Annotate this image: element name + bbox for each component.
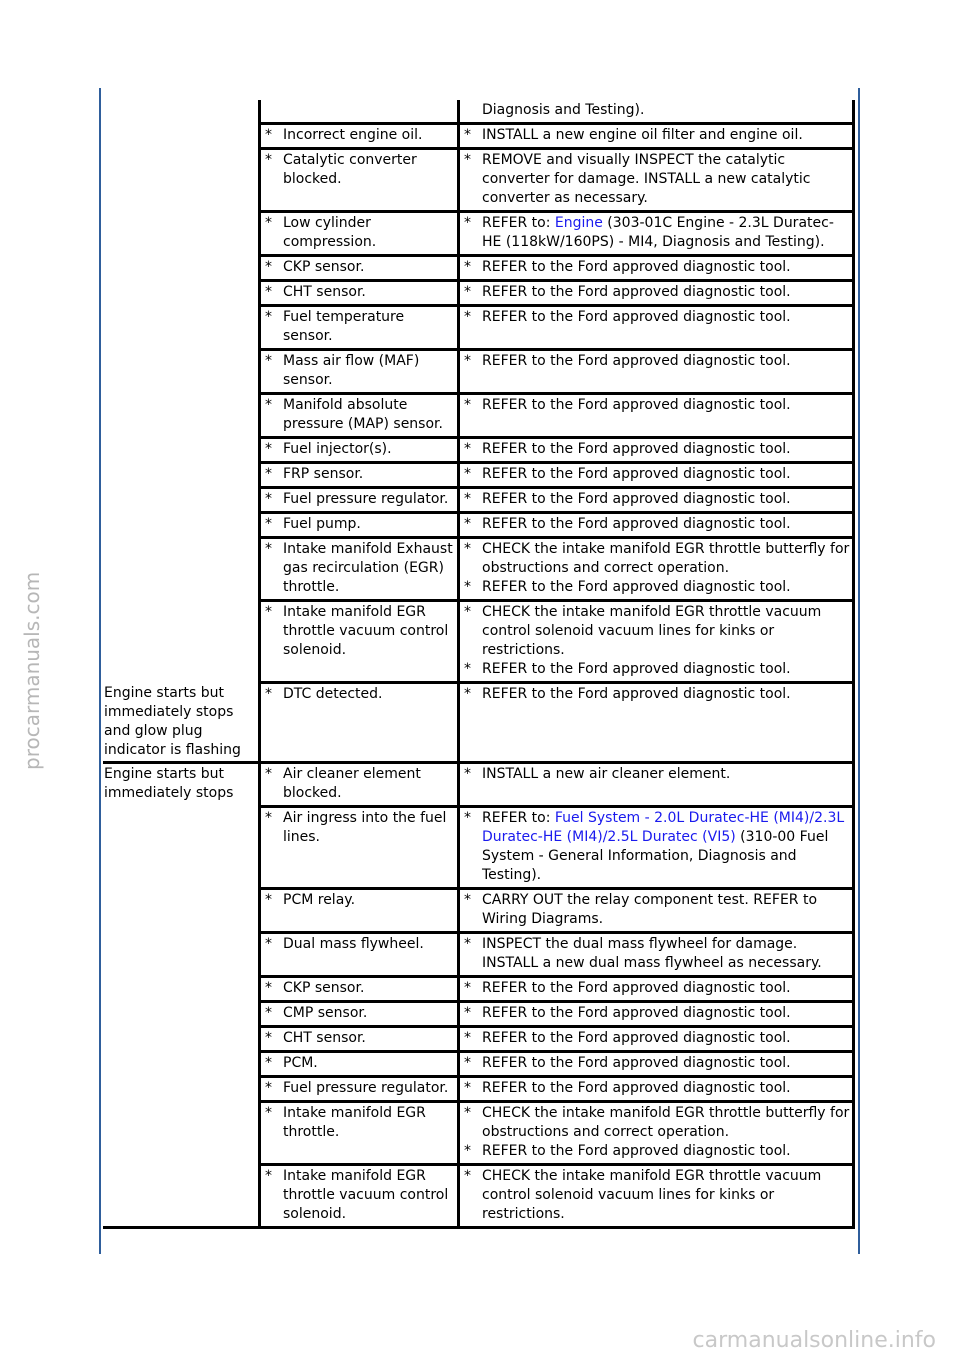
cause-item (265, 1054, 455, 1073)
bullet-star: * (464, 397, 471, 413)
cause-item (265, 258, 455, 277)
bullet-star: * (265, 935, 272, 952)
cause-item (265, 685, 455, 704)
cause-cell (260, 281, 459, 306)
action-item (464, 1079, 852, 1098)
bullet-star: * (265, 397, 272, 413)
action-text: REFER to the Ford approved diagnostic tool. (482, 1079, 791, 1096)
cause-text: CHT sensor. (283, 284, 366, 300)
action-cell (459, 762, 854, 806)
cause-item (265, 308, 455, 346)
action-text: REFER to the Ford approved diagnostic tool. (482, 1142, 791, 1159)
action-item (464, 126, 852, 145)
action-cell (459, 149, 854, 212)
action-item (464, 258, 852, 277)
cause-item (265, 540, 455, 597)
action-text: REFER to the Ford approved diagnostic tool. (482, 516, 791, 532)
cause-cell (260, 806, 459, 888)
cause-item (265, 214, 455, 252)
action-item (464, 396, 852, 415)
action-item (464, 1142, 852, 1161)
action-item (464, 283, 852, 302)
action-cell (459, 1051, 854, 1076)
action-item (464, 352, 852, 371)
reference-link[interactable]: Engine (554, 215, 603, 231)
cause-cell (260, 1164, 459, 1227)
cause-item (265, 1004, 455, 1023)
action-item (464, 685, 852, 704)
bullet-star: * (464, 604, 471, 620)
cause-item (265, 765, 455, 803)
action-cell (459, 1026, 854, 1051)
bullet-star: * (464, 765, 471, 782)
action-cell (459, 394, 854, 438)
action-text: REFER to the Ford approved diagnostic tool. (482, 1054, 791, 1071)
action-text: REFER to the Ford approved diagnostic tool. (482, 309, 791, 325)
bullet-star: * (265, 1029, 272, 1046)
reference-link[interactable]: Fuel System - 2.0L Duratec-HE (MI4)/2.3L Duratec-HE (MI4)/2.5L Duratec (VI5) (482, 809, 845, 845)
action-text: REFER to the Ford approved diagnostic tool. (482, 397, 791, 413)
action-cell (459, 932, 854, 976)
action-text: INSPECT the dual mass flywheel for damage. INSTALL a new dual mass flywheel as necessary. (482, 935, 822, 971)
bullet-star: * (464, 491, 471, 507)
cause-text: Intake manifold EGR throttle vacuum control solenoid. (283, 1167, 449, 1222)
bullet-star: * (464, 516, 471, 532)
cause-item (265, 126, 455, 145)
action-item (464, 891, 852, 929)
bullet-star: * (265, 1054, 272, 1071)
bullet-star: * (265, 891, 272, 908)
cause-text: CKP sensor. (283, 979, 365, 996)
action-text: CHECK the intake manifold EGR throttle vacuum control solenoid vacuum lines for kinks or restrictions. (482, 604, 822, 658)
bullet-star: * (464, 1004, 471, 1021)
bullet-star: * (464, 935, 471, 952)
action-cell (459, 806, 854, 888)
action-cell (459, 281, 854, 306)
action-item (464, 1104, 852, 1142)
bullet-star: * (464, 1054, 471, 1071)
action-cell (459, 100, 854, 124)
bullet-star: * (464, 259, 471, 275)
action-item (464, 540, 852, 578)
cause-item (265, 283, 455, 302)
action-text-suffix: (310-00 Fuel System - General Information, Diagnosis and Testing). (482, 828, 829, 883)
action-item (464, 979, 852, 998)
action-text: REFER to: (482, 215, 555, 231)
bullet-star: * (464, 353, 471, 369)
action-item (464, 765, 852, 784)
bullet-star: * (265, 152, 272, 168)
cause-text: FRP sensor. (283, 466, 364, 482)
action-item (464, 809, 852, 885)
cause-cell (260, 976, 459, 1001)
action-item (464, 660, 852, 679)
table-row (103, 100, 854, 124)
action-item (464, 1029, 852, 1048)
action-cell (459, 683, 854, 763)
cause-item (265, 935, 455, 954)
bullet-star: * (464, 579, 471, 595)
bullet-star: * (464, 891, 471, 908)
cause-cell (260, 149, 459, 212)
table-row (103, 683, 854, 763)
action-text: REFER to the Ford approved diagnostic tool. (482, 259, 791, 275)
cause-cell (260, 888, 459, 932)
cause-cell (260, 1101, 459, 1164)
action-text: REFER to the Ford approved diagnostic tool. (482, 979, 791, 996)
bullet-star: * (464, 1167, 471, 1184)
bullet-star: * (464, 541, 471, 557)
action-cell (459, 350, 854, 394)
cause-item (265, 352, 455, 390)
action-item (464, 578, 852, 597)
action-item (464, 465, 852, 484)
action-cell (459, 463, 854, 488)
action-cell (459, 1076, 854, 1101)
cause-cell (260, 932, 459, 976)
cause-cell (260, 306, 459, 350)
cause-item (265, 979, 455, 998)
symptom-cell (103, 100, 260, 683)
action-cell (459, 256, 854, 281)
action-text: CHECK the intake manifold EGR throttle vacuum control solenoid vacuum lines for kinks or restrictions. (482, 1167, 822, 1222)
bullet-star: * (464, 152, 471, 168)
action-text: REFER to the Ford approved diagnostic tool. (482, 1004, 791, 1021)
action-item (464, 1167, 852, 1224)
cause-text: Fuel pump. (283, 516, 361, 532)
cause-cell (260, 1051, 459, 1076)
symptom-cell: Engine starts but immediately stops (103, 762, 260, 1227)
action-text: REFER to the Ford approved diagnostic tool. (482, 1029, 791, 1046)
cause-text: Incorrect engine oil. (283, 127, 423, 143)
cause-item (265, 465, 455, 484)
bullet-star: * (464, 215, 471, 231)
symptom-chart-body (103, 100, 854, 1227)
cause-text: Catalytic converter blocked. (283, 152, 417, 187)
cause-text: Fuel temperature sensor. (283, 309, 405, 344)
action-cell (459, 513, 854, 538)
action-cell (459, 306, 854, 350)
cause-item (265, 396, 455, 434)
bullet-star: * (464, 809, 471, 826)
action-cell (459, 1101, 854, 1164)
action-text: REFER to the Ford approved diagnostic tool. (482, 491, 791, 507)
action-cell (459, 124, 854, 149)
bullet-star: * (265, 215, 272, 231)
symptom-chart-table (103, 100, 855, 1229)
cause-cell (260, 1001, 459, 1026)
page-frame-right (858, 88, 860, 1254)
cause-item (265, 1104, 455, 1142)
cause-text: Air ingress into the fuel lines. (283, 809, 447, 845)
action-item (464, 935, 852, 973)
cause-cell (260, 683, 459, 763)
cause-cell (260, 463, 459, 488)
action-text: REMOVE and visually INSPECT the catalytic converter for damage. INSTALL a new catalytic converter as necessary. (482, 152, 811, 206)
bullet-star: * (265, 284, 272, 300)
bullet-star: * (464, 661, 471, 677)
cause-item (265, 151, 455, 189)
cause-cell (260, 513, 459, 538)
action-item (464, 1004, 852, 1023)
symptom-cell: Engine starts but immediately stops and glow plug indicator is flashing (103, 683, 260, 763)
bullet-star: * (265, 1167, 272, 1184)
bullet-star: * (265, 309, 272, 325)
cause-text: Fuel injector(s). (283, 441, 392, 457)
action-cell (459, 538, 854, 601)
cause-item (265, 1079, 455, 1098)
bottom-watermark: carmanualsonline.info (692, 1328, 936, 1353)
cause-text: Fuel pressure regulator. (283, 1079, 449, 1096)
bullet-star: * (464, 284, 471, 300)
bullet-star: * (464, 441, 471, 457)
bullet-star: * (265, 1004, 272, 1021)
cause-text: Intake manifold Exhaust gas recirculation (EGR) throttle. (283, 541, 453, 595)
bullet-star: * (464, 1029, 471, 1046)
diagnosis-page (103, 100, 855, 1229)
cause-cell (260, 601, 459, 683)
cause-cell (260, 762, 459, 806)
action-text: CHECK the intake manifold EGR throttle butterfly for obstructions and correct operation. (482, 1104, 850, 1140)
cause-text: DTC detected. (283, 686, 383, 702)
cause-text: Dual mass flywheel. (283, 935, 424, 952)
action-text: Diagnosis and Testing). (482, 102, 645, 118)
cause-item (265, 440, 455, 459)
bullet-star: * (464, 979, 471, 996)
cause-cell (260, 256, 459, 281)
action-item (464, 440, 852, 459)
bullet-star: * (464, 127, 471, 143)
action-text: CHECK the intake manifold EGR throttle butterfly for obstructions and correct operation. (482, 541, 850, 576)
bullet-star: * (265, 259, 272, 275)
action-item (464, 1054, 852, 1073)
cause-item (265, 490, 455, 509)
action-cell (459, 488, 854, 513)
bullet-star: * (265, 686, 272, 702)
bullet-star: * (265, 1104, 272, 1121)
cause-text: CHT sensor. (283, 1029, 366, 1046)
action-text: CARRY OUT the relay component test. REFER to Wiring Diagrams. (482, 891, 818, 927)
cause-cell (260, 538, 459, 601)
bullet-star: * (265, 541, 272, 557)
cause-text: Intake manifold EGR throttle. (283, 1104, 426, 1140)
action-text: REFER to the Ford approved diagnostic tool. (482, 353, 791, 369)
cause-cell (260, 1076, 459, 1101)
side-watermark: procarmanuals.com (20, 571, 44, 770)
bullet-star: * (265, 765, 272, 782)
cause-cell (260, 394, 459, 438)
action-text: REFER to the Ford approved diagnostic tool. (482, 579, 791, 595)
bullet-star: * (265, 516, 272, 532)
action-cell (459, 601, 854, 683)
bullet-star: * (464, 686, 471, 702)
action-cell (459, 888, 854, 932)
action-item (464, 515, 852, 534)
action-item (464, 490, 852, 509)
bullet-star: * (464, 1079, 471, 1096)
action-cell (459, 1164, 854, 1227)
page-frame-left (99, 88, 101, 1254)
action-text: INSTALL a new air cleaner element. (482, 765, 731, 782)
action-text-suffix: (303-01C Engine - 2.3L Duratec-HE (118kW/160PS) - MI4, Diagnosis and Testing). (482, 215, 834, 250)
cause-text: CMP sensor. (283, 1004, 368, 1021)
cause-cell (260, 100, 459, 124)
cause-text: Mass air flow (MAF) sensor. (283, 353, 420, 388)
action-item (464, 308, 852, 327)
cause-item (265, 1167, 455, 1224)
cause-cell (260, 438, 459, 463)
action-item (464, 214, 852, 252)
cause-text: Air cleaner element blocked. (283, 765, 421, 801)
cause-text: Low cylinder compression. (283, 215, 377, 250)
bullet-star: * (265, 979, 272, 996)
cause-cell (260, 124, 459, 149)
cause-text: Manifold absolute pressure (MAP) sensor. (283, 397, 443, 432)
action-cell (459, 976, 854, 1001)
action-text: REFER to the Ford approved diagnostic tool. (482, 686, 791, 702)
bullet-star: * (265, 353, 272, 369)
bullet-star: * (464, 1142, 471, 1159)
action-text: INSTALL a new engine oil filter and engine oil. (482, 127, 803, 143)
bullet-star: * (265, 491, 272, 507)
bullet-star: * (265, 1079, 272, 1096)
cause-text: PCM. (283, 1054, 318, 1071)
cause-item (265, 891, 455, 910)
action-text: REFER to the Ford approved diagnostic tool. (482, 466, 791, 482)
cause-cell (260, 488, 459, 513)
cause-cell (260, 350, 459, 394)
action-item (464, 101, 852, 120)
cause-cell (260, 1026, 459, 1051)
cause-item (265, 515, 455, 534)
action-text: REFER to the Ford approved diagnostic tool. (482, 284, 791, 300)
cause-item (265, 603, 455, 660)
bullet-star: * (464, 1104, 471, 1121)
bullet-star: * (265, 127, 272, 143)
bullet-star: * (265, 809, 272, 826)
bullet-star: * (265, 604, 272, 620)
action-cell (459, 438, 854, 463)
bullet-star: * (265, 441, 272, 457)
action-item (464, 151, 852, 208)
table-row (103, 762, 854, 806)
cause-text: Fuel pressure regulator. (283, 491, 449, 507)
bullet-star: * (464, 466, 471, 482)
action-text: REFER to the Ford approved diagnostic tool. (482, 441, 791, 457)
cause-text: PCM relay. (283, 891, 356, 908)
action-text: REFER to: (482, 809, 555, 826)
cause-text: CKP sensor. (283, 259, 365, 275)
cause-cell (260, 212, 459, 256)
action-item (464, 603, 852, 660)
action-cell (459, 212, 854, 256)
cause-text: Intake manifold EGR throttle vacuum control solenoid. (283, 604, 449, 658)
action-cell (459, 1001, 854, 1026)
cause-item (265, 809, 455, 847)
action-text: REFER to the Ford approved diagnostic tool. (482, 661, 791, 677)
cause-item (265, 1029, 455, 1048)
bullet-star: * (265, 466, 272, 482)
bullet-star: * (464, 309, 471, 325)
